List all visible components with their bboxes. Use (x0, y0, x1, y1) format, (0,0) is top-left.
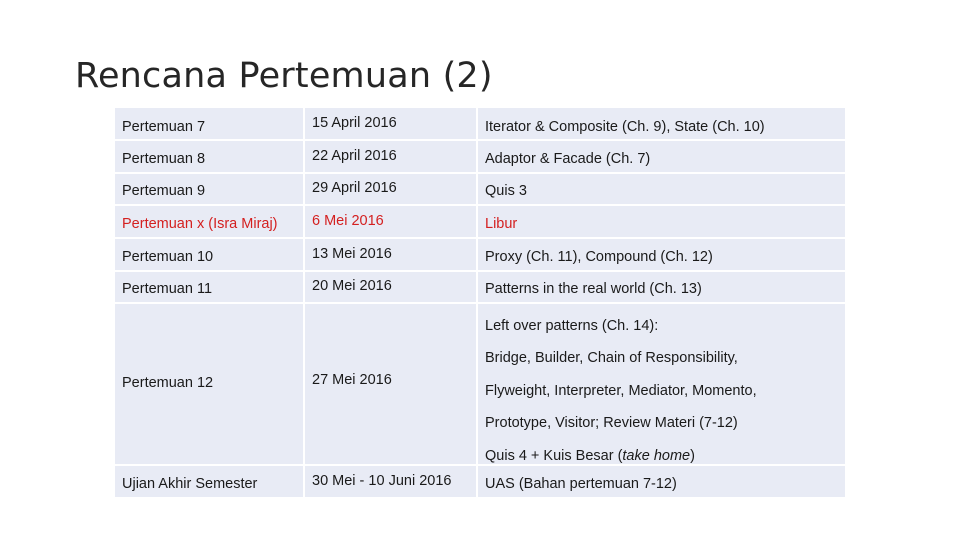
meeting-cell: Pertemuan 8 (115, 141, 303, 172)
meeting-cell: Ujian Akhir Semester (115, 466, 303, 497)
topic-line: Left over patterns (Ch. 14): (485, 318, 659, 334)
meeting-cell: Pertemuan 12 (115, 304, 303, 464)
meeting-cell: Pertemuan 7 (115, 108, 303, 139)
topic-line: Flyweight, Interpreter, Mediator, Momento, (485, 382, 757, 399)
topic-line: Bridge, Builder, Chain of Responsibility, (485, 350, 738, 367)
meeting-cell: Pertemuan 9 (115, 174, 303, 204)
meeting-cell: Pertemuan x (Isra Miraj) (115, 206, 303, 237)
table-row (115, 174, 845, 204)
page-title: Rencana Pertemuan (2) (75, 56, 493, 96)
date-cell: 6 Mei 2016 (305, 206, 476, 237)
table-row-holiday (115, 206, 845, 237)
topic-cell: Proxy (Ch. 11), Compound (Ch. 12) (478, 239, 845, 270)
date-cell: 20 Mei 2016 (305, 272, 476, 302)
table-row (115, 108, 845, 139)
table-row (115, 466, 845, 497)
topic-cell (478, 304, 845, 464)
date-cell: 29 April 2016 (305, 174, 476, 204)
meeting-cell: Pertemuan 11 (115, 272, 303, 302)
topic-line: Quis 4 + Kuis Besar (take home) (485, 447, 695, 464)
meeting-cell: Pertemuan 10 (115, 239, 303, 270)
table-row (115, 239, 845, 270)
table-row (115, 141, 845, 172)
date-cell: 27 Mei 2016 (305, 304, 476, 464)
topic-cell: Patterns in the real world (Ch. 13) (478, 272, 845, 302)
topic-cell: Libur (478, 206, 845, 237)
table-row (115, 272, 845, 302)
date-cell: 30 Mei - 10 Juni 2016 (305, 466, 476, 497)
schedule-table (115, 108, 845, 497)
date-cell: 15 April 2016 (305, 108, 476, 139)
date-cell: 13 Mei 2016 (305, 239, 476, 270)
topic-line: Prototype, Visitor; Review Materi (7-12) (485, 415, 738, 432)
topic-cell: Quis 3 (478, 174, 845, 204)
topic-cell: Iterator & Composite (Ch. 9), State (Ch. 10) (478, 108, 845, 139)
date-cell: 22 April 2016 (305, 141, 476, 172)
table-row (115, 304, 845, 464)
topic-cell: UAS (Bahan pertemuan 7-12) (478, 466, 845, 497)
topic-cell: Adaptor & Facade (Ch. 7) (478, 141, 845, 172)
